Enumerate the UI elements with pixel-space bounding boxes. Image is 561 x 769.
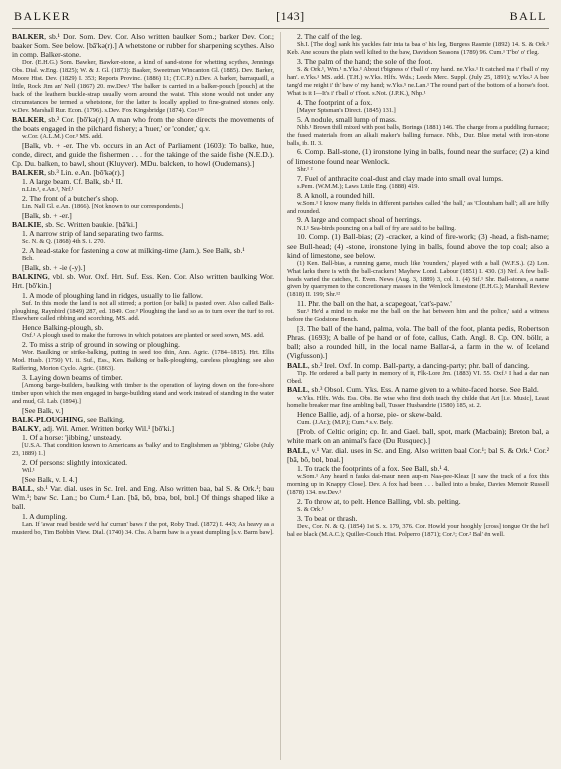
citation-paragraph: Lan. If 'awar read beside we'd ha' curran' baws i' the pot, Roby Trad. (1872) I. 443; As heavy as a musterd bo, Tim Bobbin View. Dial. (1740) 34. Chs. A barm baw is a yeast dumpling [s.v. Barm baw]. — [12, 520, 274, 536]
headword: BALKER — [12, 168, 45, 177]
sense-paragraph: [Prob. of Celtic origin; cp. Ir. and Gael. ball, spot, mark (Macbain); Breton bal, a white mark on an animal's face (Du Rusquec).] — [287, 427, 549, 446]
citation-paragraph: Shr.¹ ² — [297, 165, 313, 173]
headword: BALKER — [12, 114, 45, 124]
citation-paragraph: w.Cor. (A.L.M.) Cor.³ MS. add. — [22, 132, 103, 140]
running-header — [14, 9, 547, 25]
sense-paragraph: 10. Comp. (1) Ball-bias; (2) -cracker, a kind of fire-work; (3) -head, a fish-name; see Bull-head; (4) -stone, ironstone lying in balls, found above the top coal; also a kind of limestone, see below. — [287, 232, 549, 260]
sense-paragraph: 1. A narrow strip of land separating two farms. — [22, 229, 164, 239]
headword: BALL — [287, 360, 308, 370]
sense-paragraph: 5. A nodule, small lump of mass. — [297, 114, 397, 124]
sense-paragraph: 11. Phr. the ball on the hat, a scapegoat, 'cat's-paw.' — [297, 299, 452, 309]
citation-paragraph: s.Pem. (W.M.M.); Laws Little Eng. (1888) 419. — [297, 182, 420, 190]
sense-paragraph: 1. A mode of ploughing land in ridges, usually to lie fallow. — [22, 290, 203, 300]
citation-paragraph: Sh.I. [The dog] sank his yackles fair inta ta baa o' his leg, Burgess Rasmie (1892) 14. S. & Ork.¹ Keb. Ane scours the plain well kilted to the baw, Davidson Seasons (1789) 96. Cum.¹ T'bo' o' t'leg. — [287, 41, 549, 56]
citation-paragraph: Bch. — [22, 255, 34, 263]
headword: BALKER — [12, 32, 45, 41]
sense-paragraph: Hence Balking-plough, sb. — [22, 323, 104, 333]
entry-headword-paragraph: BALL, sb.³ Obsol. Cum. Yks. Ess. A name given to a white-faced horse. See Bald. — [287, 385, 539, 395]
citation-paragraph: Wor. Baulking or strike-balking, putting in seed too thin, Ann. Agric. (1784–1815). Hrt. Ellis Mod. Husb. (1750) VI. ii. Suf., Ess., Ken. Balking or balk-ploughing, careless ploughing; see also Raffering, Morton Cyclo. Agric. (1863). — [12, 349, 274, 373]
citation-paragraph: Dor. (E.H.G.) Som. Bawker, Bawker-stone, a kind of sand-stone for whetting scythes, Jennings Obs. Dial. w.Eng. (1825); W. & J. Gl. (1873): Baaker, Sweetman Wincanton Gl. (1885). Dev. Barker, Moore Hist. Dev. (1829) I. 353; Reports Provinc. (1886) 11; (T.C.P.) n.Dev. A barker, barraquaill, a little, Rock Jim an' Nell (1867) 20. nw.Dev.¹ The balker is carried in a balker-pouch [pouch] at the back of the leathern buckle-strap usually worn around the waist. This stone would not under any circumstances be termed a whetstone, for the latter is locally applied to fine-grained stones only. w.Dev. Marshall Rur. Econ. (1796). s.Dev. Fox Kingsbridge (1874). Cor.¹²³ — [12, 59, 274, 114]
citation-paragraph: Wil.¹ — [22, 467, 35, 475]
sense-paragraph: 3. The palm of the hand; the sole of the foot. — [297, 56, 433, 66]
entry-headword-paragraph: BALL, sb.² Irel. Oxf. In comp. Ball-party, a dancing-party; phr. ball of dancing. — [287, 360, 530, 370]
citation-paragraph: Oxf.¹ A plough used to make the furrows in which potatoes are planted or seed sown, MS. add. — [22, 332, 265, 340]
citation-paragraph: Sur.¹ He'd a mind to make me the ball on the hat between him and the police,' said a witness before the Godstone Bench. — [287, 308, 549, 324]
entry-headword-paragraph: BALKER, sb.³ Lin. e.An. [bō'kə(r).] — [12, 168, 125, 177]
sense-paragraph: 2. To throw at, to pelt. Hence Balling, vbl. sb. pelting. — [297, 496, 461, 506]
citation-paragraph: Tip. He ordered a ball party in memory of it, Flk-Lore Jrn. (1883) VI. 55. Oxf.¹ I had a dar nan Obed. — [287, 369, 549, 385]
headword: BALL — [287, 385, 308, 395]
headword: BALK-PLOUGHING — [12, 415, 84, 425]
headword: BALL — [12, 484, 33, 494]
sense-paragraph: [3. The ball of the hand, palma, vola. The ball of the foot, planta pedis, Robertson Phras. (1693); A balle of þe hand or of fote, callus, Cath. Angl. 8. Cp. ON. böllr, a ball; also a rounded hill, in the local name Ballar-á, a farm in the w. of Iceland (Vigfusson).] — [287, 324, 549, 361]
right-column — [287, 32, 549, 763]
citation-paragraph: S. & Ork.¹, Wm.¹ n.Yks.¹ About t'bigness o' t'ball o' my hand. ne.Yks.¹ It catched ma i' t'ball o' my han'. e.Yks.¹ MS. add. (T.H.) w.Yks. Hlfx. Wds.; Leeds Merc. Suppl. (July 25, 1891); w.Yks.² A bee tang'd me reight i' th' baw o' my hand; w.Yks.⁵ ne.Lan.¹ The round part of the bottom of a horse's foot. What is it I—It's i' t'ball o' t'foot. s.Not. (J.P.K.), Nhp.¹ — [287, 66, 549, 97]
headword: BALKIE — [12, 220, 42, 230]
entry-headword-paragraph: BALKY, adj. Wil. Amer. Written borky Wil.¹ [bō'ki.] — [12, 424, 174, 434]
left-column — [12, 32, 274, 763]
sense-paragraph: 3. To beat or thrash. — [297, 513, 358, 523]
citation-paragraph: Cum. (J.Ar.); (M.P.); Cum.⁴ s.v. Bely. — [297, 419, 393, 427]
sense-paragraph: 2. The front of a butcher's shop. — [22, 194, 119, 204]
column-divider — [280, 32, 281, 760]
citation-paragraph: w.Yks. Hlfx. Wds. Ess. Obs. Be wise who first doth teach thy childe that Art [i.e. Music], Least homelie breaker mar fine ambling ball, Tusser Husbandrie (1580) 185, st. 2. — [287, 394, 549, 410]
sense-paragraph: 6. Comp. Ball-stone, (1) ironstone lying in balls, found near the surface; (2) a kind of limestone found near Wenlock. — [287, 147, 549, 166]
sense-paragraph: 8. A knoll, a rounded hill. — [297, 190, 375, 200]
entry-headword-paragraph: BALKER, sb.¹ Dor. Som. Dev. Cor. Also written baulker Som.; barker Dev. Cor.; baaker Som. See below. [bā'kə(r).] A whetstone or rubber for sharpening scythes. Also in comp. Balker-stone. — [12, 32, 274, 60]
sense-paragraph: 1. A dumpling. — [22, 511, 68, 521]
citation-paragraph: [Among barge-builders, baulking with timber is the operation of laying down on the fore-shore timber upon which the men engaged in barge-building stand and work instead of standing in the water and mud, Gl. Lab. (1894).] — [12, 382, 274, 406]
sense-paragraph: 2. Of persons: slightly intoxicated. — [22, 458, 128, 468]
citation-paragraph: Nhb.¹ Brown thill mixed with post balls, Borings (1881) 146. The charge from a puddling furnace; the fused materials from an alkali maker's balling furnace. Nhb., Dur. Blue metal with iron-stone balls, ib. II. 3. — [287, 123, 549, 147]
header-right-word: BALL — [509, 9, 547, 23]
sense-paragraph: 1. To track the footprints of a fox. See Ball, sb.¹ 4. — [297, 463, 450, 473]
citation-paragraph: Sc. N. & Q. (1868) 4th S. i. 270. — [22, 238, 106, 246]
sense-paragraph: 4. The footprint of a fox. — [297, 97, 373, 107]
sense-paragraph: [Balk, sb. + -er.] — [22, 211, 72, 221]
sense-paragraph: 2. To miss a strip of ground in sowing or ploughing. — [22, 340, 180, 350]
sense-paragraph: 2. A head-stake for fastening a cow at milking-time (Jam.). See Balk, sb.¹ — [22, 246, 245, 256]
sense-paragraph: [See Balk, v.] — [22, 406, 64, 415]
sense-paragraph: 1. Of a horse: 'jibbing,' unsteady. — [22, 433, 122, 443]
citation-paragraph: (1) Ken. Ball-bias, a running game, much like 'rounders,' played with a ball (W.F.S.). (2) Lon. What larks there is with the ball-crackers! Mayhew Lond. Labour (1851) I. 430. (3) Nrf. A few ball-heads varied the catches, E. Even. News (Aug. 3, 1889) 3, col. 1. (4) Stf.¹ Shr. Ball-stones, a name given by quarrymen to the concretionary masses in the Wenlock limestone (E.H.G.); Marshall Review (1818) II. 199; Shr.¹² — [287, 259, 549, 299]
entry-headword-paragraph: BALK-PLOUGHING, see Balking. — [12, 415, 125, 425]
header-rule — [12, 28, 549, 29]
citation-paragraph: S. & Ork.¹ — [297, 505, 324, 513]
entry-headword-paragraph: BALL, sb.¹ Var. dial. uses in Sc. Irel. and Eng. Also written baa, bal S. & Ork.¹; bau Wm.¹; baw Sc. Lan.; bo Cum.⁴ Lan. [bā, bō, bɒə, bɒl, bɒl.] Of things shaped like a ball. — [12, 484, 274, 512]
sense-paragraph: 7. Fuel of anthracite coal-dust and clay made into small oval lumps. — [297, 173, 504, 183]
entry-headword-paragraph: BALL, v.¹ Var. dial. uses in Sc. and Eng. Also written baal Cor.¹; bal S. & Ork.¹ Cor.² [bā, bō, bɒl, bɒal.] — [287, 445, 549, 464]
sense-paragraph: [See Balk, v. I. 4.] — [22, 475, 78, 485]
headword: BALKING — [12, 272, 48, 282]
citation-paragraph: [Mayer Sptsman's Direct. (1845) 131.] — [297, 106, 396, 114]
citation-paragraph: [U.S.A. That condition known to Americans as 'balky' and to Englishmen as 'jibbing,' Globe (July 23, 1889) 1.] — [12, 442, 274, 458]
sense-paragraph: 2. The calf of the leg. — [297, 32, 363, 41]
sense-paragraph: [Balk, sb. + -ie (-y).] — [22, 263, 86, 273]
citation-paragraph: n.Lin.¹, e.An.¹, Nrf.¹ — [22, 186, 74, 194]
citation-paragraph: N.I.¹ Sea-birds pouncing on a ball of fry are said to be balling. — [297, 224, 456, 232]
header-left-word: BALKER — [14, 9, 71, 23]
headword: BALKY — [12, 424, 40, 434]
headword: BALL — [287, 445, 308, 455]
page-number: [143] — [276, 9, 305, 23]
entry-headword-paragraph: BALKIE, sb. Sc. Written baukie. [bā'ki.] — [12, 220, 138, 230]
citation-paragraph: w.Som.¹ I know many fields in different parishes called 'the ball,' as 'Cloutsham ball'; all are hilly and rounded. — [287, 199, 549, 215]
sense-paragraph: Hence Ballie, adj. of a horse, pie- or skew-bald. — [297, 410, 443, 420]
sense-paragraph: 3. Laying down beams of timber. — [22, 373, 123, 383]
sense-paragraph: [Balk, vb. + -er. The vb. occurs in an Act of Parliament (1603): To balke, hue, conde, direct, and guide the fishermen . . . for the takinge of the saide fishe (N.E.D.). Cp. Du. balken, to bawl, shout (Kluyver). MDu. balcken, to howl (Oudemans).] — [12, 140, 274, 168]
citation-paragraph: Lin. Nall Gl. e.An. (1866). [Not known to our correspondents.] — [22, 203, 184, 211]
sense-paragraph: 1. A large beam. Cf. Balk, sb.¹ II. — [22, 177, 123, 187]
entry-headword-paragraph: BALKER, sb.² Cor. [bō'kə(r).] A man who from the shore directs the movements of the boats engaged in the pilchard fishery; a 'huer,' or 'conder,' q.v. — [12, 114, 274, 133]
citation-paragraph: Dev., Cor. N. & Q. (1854) 1st S. x. 179, 376. Cor. Howld your hooghly [cross] tongue Or the he'l bal ee black (M.A.C.); Quiller-Couch Hist. Polperro (1871); Cor.¹; Cor.² Bal' ën well. — [287, 522, 549, 538]
entry-headword-paragraph: BALKING, vbl. sb. Wor. Oxf. Hrt. Suf. Ess. Ken. Cor. Also written baulking Wor. Hrt. [bō'kin.] — [12, 272, 274, 291]
citation-paragraph: w.Som.¹ Any heard n fauks dai-maur neen aup-m Naa-pee-Kleaz [I saw the track of a fox this morning up in Knappy Close]. Dev. A fox had been . . . balled into a brake, Davies Memoir Russell (1878) 134. nw.Dev.¹ — [287, 472, 549, 496]
citation-paragraph: Suf. In this mode the land is not all stirred; a portion [or balk] is pasted over. Also called Balk-ploughing, Raynbird (1849) 287, ed. 1849. Cor.³ Ploughing the land so as to turn over the turf to rot. Elsewhere called ribbing and scorching, MS. add. — [12, 299, 274, 323]
sense-paragraph: 9. A large and compact shoal of herrings. — [297, 215, 422, 225]
